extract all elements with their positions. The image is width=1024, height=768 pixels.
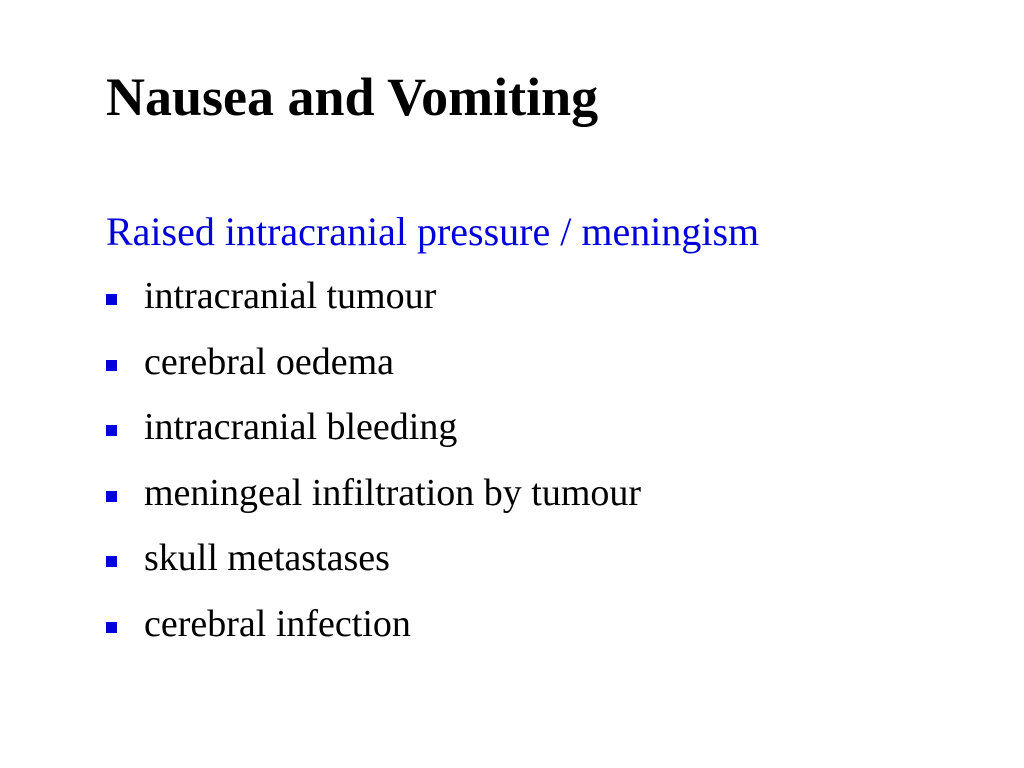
bullet-list bbox=[106, 275, 641, 668]
bullet-text: skull metastases bbox=[144, 537, 390, 579]
bullet-item bbox=[106, 537, 641, 603]
bullet-text: cerebral infection bbox=[144, 602, 411, 645]
bullet-item bbox=[106, 275, 641, 341]
square-bullet-icon bbox=[106, 603, 144, 633]
bullet-item bbox=[106, 341, 641, 407]
slide-subheading: Raised intracranial pressure / meningism bbox=[106, 209, 760, 254]
slide-title: Nausea and Vomiting bbox=[106, 67, 599, 127]
square-bullet-icon bbox=[106, 275, 144, 305]
bullet-text: cerebral oedema bbox=[144, 340, 394, 383]
bullet-item bbox=[106, 603, 641, 669]
square-bullet-icon bbox=[106, 341, 144, 371]
square-bullet-icon bbox=[106, 406, 144, 436]
bullet-item bbox=[106, 472, 641, 538]
bullet-text: meningeal infiltration by tumour bbox=[144, 471, 642, 514]
square-bullet-icon bbox=[106, 537, 144, 567]
bullet-item bbox=[106, 406, 641, 472]
square-bullet-icon bbox=[106, 472, 144, 502]
bullet-text: intracranial tumour bbox=[144, 275, 437, 317]
bullet-text: intracranial bleeding bbox=[144, 406, 458, 448]
